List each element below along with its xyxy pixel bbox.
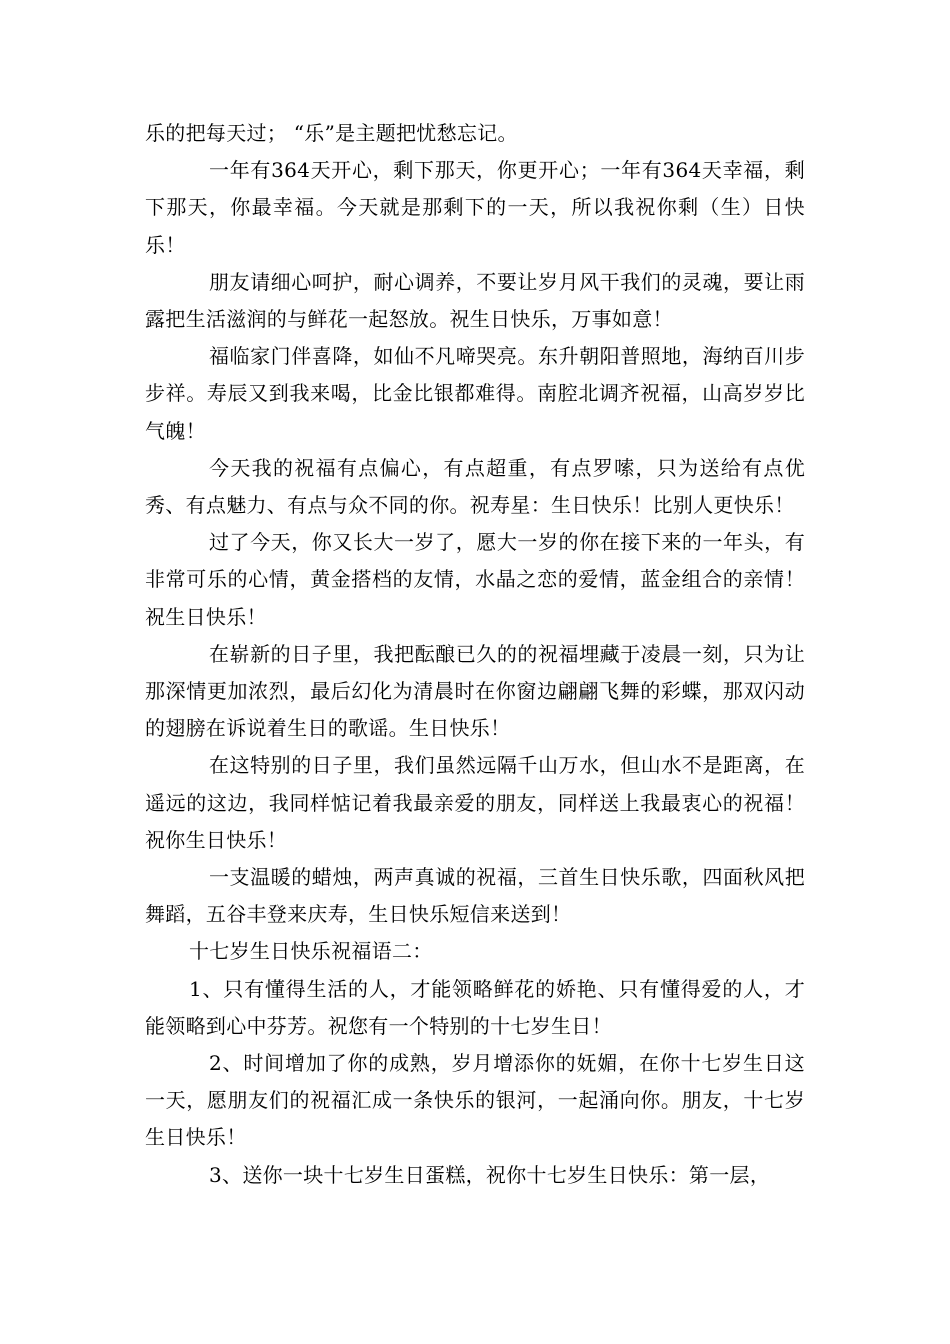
paragraph-1: 乐的把每天过； “乐”是主题把忧愁忘记。	[145, 121, 518, 145]
list-item-1: 1、只有懂得生活的人，才能领略鲜花的娇艳、只有懂得爱的人，才能领略到心中芬芳。祝您有一个特别的十七岁生日！	[145, 976, 805, 1038]
paragraph-8: 在这特别的日子里，我们虽然远隔千山万水，但山水不是距离，在遥远的这边，我同样惦记着我最亲爱的朋友，同样送上我最衷心的祝福！祝你生日快乐！	[145, 753, 805, 852]
paragraph-2: 一年有364天开心，剩下那天，你更开心；一年有364天幸福，剩下那天，你最幸福。今天就是那剩下的一天，所以我祝你剩（生）日快乐！	[145, 158, 805, 257]
list-item-2: 2、时间增加了你的成熟，岁月增添你的妩媚，在你十七岁生日这一天，愿朋友们的祝福汇成一条快乐的银河，一起涌向你。朋友，十七岁生日快乐！	[145, 1051, 805, 1150]
paragraph-6: 过了今天，你又长大一岁了，愿大一岁的你在接下来的一年头，有非常可乐的心情，黄金搭档的友情，水晶之恋的爱情，蓝金组合的亲情！祝生日快乐！	[145, 530, 805, 629]
list-item-3: 3、送你一块十七岁生日蛋糕，祝你十七岁生日快乐：第一层，	[209, 1162, 771, 1187]
section-heading: 十七岁生日快乐祝福语二：	[189, 939, 433, 964]
paragraph-5: 今天我的祝福有点偏心，有点超重，有点罗嗦，只为送给有点优秀、有点魅力、有点与众不同的你。祝寿星：生日快乐！比别人更快乐！	[145, 455, 805, 518]
paragraph-7: 在崭新的日子里，我把酝酿已久的的祝福埋藏于凌晨一刻，只为让那深情更加浓烈，最后幻化为清晨时在你窗边翩翩飞舞的彩蝶，那双闪动的翅膀在诉说着生日的歌谣。生日快乐！	[145, 641, 805, 741]
paragraph-3: 朋友请细心呵护，耐心调养，不要让岁月风干我们的灵魂，要让雨露把生活滋润的与鲜花一起怒放。祝生日快乐，万事如意！	[145, 269, 805, 332]
paragraph-9: 一支温暖的蜡烛，两声真诚的祝福，三首生日快乐歌，四面秋风把舞蹈，五谷丰登来庆寿，生日快乐短信来送到！	[145, 865, 805, 927]
paragraph-4: 福临家门伴喜降，如仙不凡啼哭亮。东升朝阳普照地，海纳百川步步祥。寿辰又到我来喝，比金比银都难得。南腔北调齐祝福，山高岁岁比气魄！	[145, 344, 805, 443]
